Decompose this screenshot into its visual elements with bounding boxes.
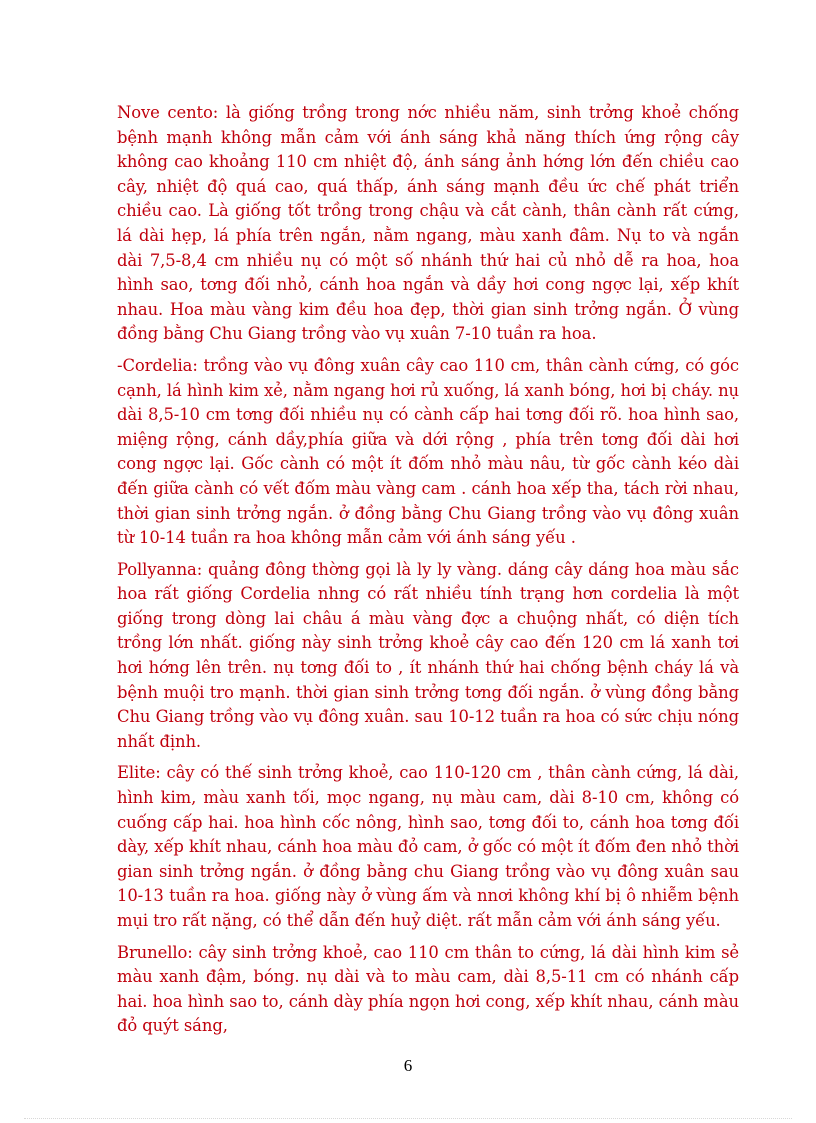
paragraph-brunello: Brunello: cây sinh trởng khoẻ, cao 110 cm thân to cứng, lá dài hình kim sẻ màu xanh đậm, bóng. nụ dài và to màu cam, dài 8,5-11 cm có nhánh cấp hai. hoa hình sao to, cánh dày phía ngọn hơi cong, xếp khít nhau, cánh màu đỏ quýt sáng, (117, 942, 739, 1036)
paragraph-cordelia: -Cordelia: trồng vào vụ đông xuân cây cao 110 cm, thân cành cứng, có góc cạnh, lá hình kim xẻ, nằm ngang hơi rủ xuống, lá xanh bóng, hơi bị cháy. nụ dài 8,5-10 cm tơng đối nhiều nụ có cành cấp hai tơng đối rõ. hoa hình sao, miệng rộng, cánh dầy,phía giữa và dới rộng , phía trên tơng đối dài hơi cong ngợc lại. Gốc cành có một ít đốm nhỏ màu nâu, từ gốc cành kéo dài đến giữa cành có vết đốm màu vàng cam . cánh hoa xếp tha, tách rời nhau, thời gian sinh trởng ngắn. ở đồng bằng Chu Giang trồng vào vụ đông xuân từ 10-14 tuần ra hoa không mẫn cảm với ánh sáng yếu . (117, 355, 739, 548)
paragraph-nove-cento: Nove cento: là giống trồng trong nớc nhiều năm, sinh trởng khoẻ chống bệnh mạnh không mẫn cảm với ánh sáng khả năng thích ứng rộng cây không cao khoảng 110 cm nhiệt độ, ánh sáng ảnh hớng lớn đến chiều cao cây, nhiệt độ quá cao, quá thấp, ánh sáng mạnh đều ức chế phát triển chiều cao. Là giống tốt trồng trong chậu và cắt cành, thân cành rất cứng, lá dài hẹp, lá phía trên ngắn, nằm ngang, màu xanh đâm. Nụ to và ngắn dài 7,5-8,4 cm nhiều nụ có một số nhánh thứ hai củ nhỏ dễ ra hoa, hoa hình sao, tơng đối nhỏ, cánh hoa ngắn và dầy hơi cong ngợc lại, xếp khít nhau. Hoa màu vàng kim đều hoa đẹp, thời gian sinh trởng ngắn. Ở vùng đồng bằng Chu Giang trồng vào vụ xuân 7-10 tuần ra hoa. (117, 103, 739, 344)
body-text (117, 101, 739, 1046)
page-number: 6 (403, 1056, 413, 1075)
paragraph-elite: Elite: cây có thế sinh trởng khoẻ, cao 110-120 cm , thân cành cứng, lá dài, hình kim, màu xanh tối, mọc ngang, nụ màu cam, dài 8-10 cm, không có cuống cấp hai. hoa hình cốc nông, hình sao, tơng đối to, cánh hoa tơng đối dày, xếp khít nhau, cánh hoa màu đỏ cam, ở gốc có một ít đốm đen nhỏ thời gian sinh trởng ngắn. ở đồng bằng chu Giang trồng vào vụ đông xuân sau 10-13 tuần ra hoa. giống này ở vùng ấm và nnơi không khí bị ô nhiễm bệnh mụi tro rất nặng, có thể dẫn đến huỷ diệt. rất mẫn cảm với ánh sáng yếu. (117, 763, 739, 930)
footer-divider (24, 1118, 792, 1119)
paragraph-pollyanna: Pollyanna: quảng đông thờng gọi là ly ly vàng. dáng cây dáng hoa màu sắc hoa rất giống Cordelia nhng có rất nhiều tính trạng hơn cordelia là một giống trong dòng lai châu á màu vàng đợc a chuộng nhất, có diện tích trồng lớn nhất. giống này sinh trởng khoẻ cây cao đến 120 cm lá xanh tơi hơi hớng lên trên. nụ tơng đối to , ít nhánh thứ hai chống bệnh cháy lá và bệnh muội tro mạnh. thời gian sinh trởng tơng đối ngắn. ở vùng đồng bằng Chu Giang trồng vào vụ đông xuân. sau 10-12 tuần ra hoa có sức chịu nóng nhất định. (117, 559, 739, 751)
